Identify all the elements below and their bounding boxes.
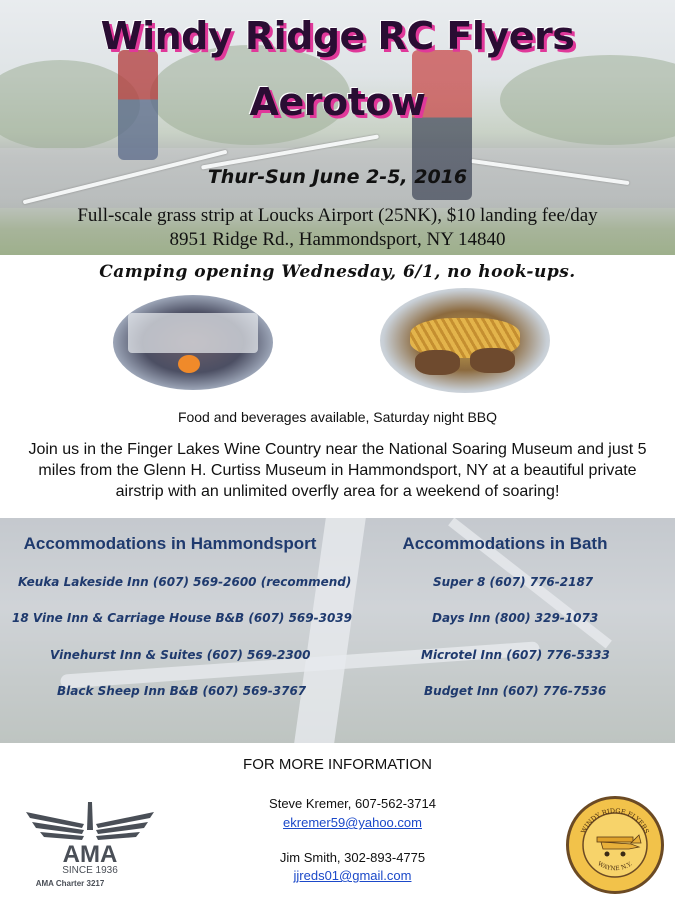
- ama-charter: AMA Charter 3217: [35, 879, 105, 888]
- rv-shape: [128, 313, 258, 353]
- bath-inn: Budget Inn (607) 776-7536: [424, 684, 607, 698]
- ama-logo: [22, 800, 157, 890]
- campfire-photo: [113, 295, 273, 390]
- bath-inn: Super 8 (607) 776-2187: [433, 575, 594, 589]
- hammondsport-inn: Black Sheep Inn B&B (607) 569-3767: [57, 684, 307, 698]
- hammondsport-inn: Vinehurst Inn & Suites (607) 569-2300: [50, 648, 311, 662]
- hammondsport-inn: Keuka Lakeside Inn (607) 569-2600 (recommend): [18, 575, 352, 589]
- contact-jim: Jim Smith, 302-893-4775: [279, 850, 426, 865]
- event-subtitle: Aerotow: [249, 80, 426, 124]
- sandwich-shape: [470, 348, 515, 373]
- bbq-food-photo: [380, 288, 550, 393]
- bath-heading: Accommodations in Bath: [402, 534, 608, 553]
- seal-top-text: WINDY RIDGE FLYERS: [579, 806, 651, 835]
- email-link-jim[interactable]: jjreds01@gmail.com: [293, 868, 412, 883]
- campfire-shape: [178, 355, 200, 373]
- seal-bottom-text: WAYNE N.Y.: [596, 860, 634, 873]
- bath-inn: Microtel Inn (607) 776-5333: [421, 648, 610, 662]
- venue-line: Full-scale grass strip at Loucks Airport (25NK), $10 landing fee/day: [77, 205, 598, 226]
- event-dates: Thur-Sun June 2-5, 2016: [207, 166, 468, 188]
- food-note: Food and beverages available, Saturday night BBQ: [177, 409, 498, 425]
- accommodations-panel: [0, 518, 675, 743]
- invitation-paragraph: Join us in the Finger Lakes Wine Country near the National Soaring Museum and just 5 miles from the Glenn H. Curtiss Museum in Hammondsport, NY at a beautiful private airstrip with an unlimited overfly area for a weekend of soaring!: [28, 441, 647, 500]
- hammondsport-heading: Accommodations in Hammondsport: [23, 534, 317, 553]
- ama-since: SINCE 1936: [62, 865, 118, 876]
- ama-wordmark: AMA: [62, 841, 118, 868]
- email-link-steve[interactable]: ekremer59@yahoo.com: [283, 815, 422, 830]
- contact-steve: Steve Kremer, 607-562-3714: [269, 796, 436, 811]
- event-title: Windy Ridge RC Flyers: [100, 14, 575, 58]
- sandwich-shape: [415, 350, 460, 375]
- bath-inn: Days Inn (800) 329-1073: [432, 611, 599, 625]
- camping-note: Camping opening Wednesday, 6/1, no hook-ups.: [99, 262, 576, 282]
- club-seal-icon: [569, 799, 661, 891]
- club-seal-logo: [566, 796, 664, 894]
- ama-wings-icon: [22, 800, 157, 890]
- more-info-heading: FOR MORE INFORMATION: [243, 756, 432, 773]
- venue-address: 8951 Ridge Rd., Hammondsport, NY 14840: [169, 229, 506, 250]
- hammondsport-inn: 18 Vine Inn & Carriage House B&B (607) 569-3039: [12, 611, 353, 625]
